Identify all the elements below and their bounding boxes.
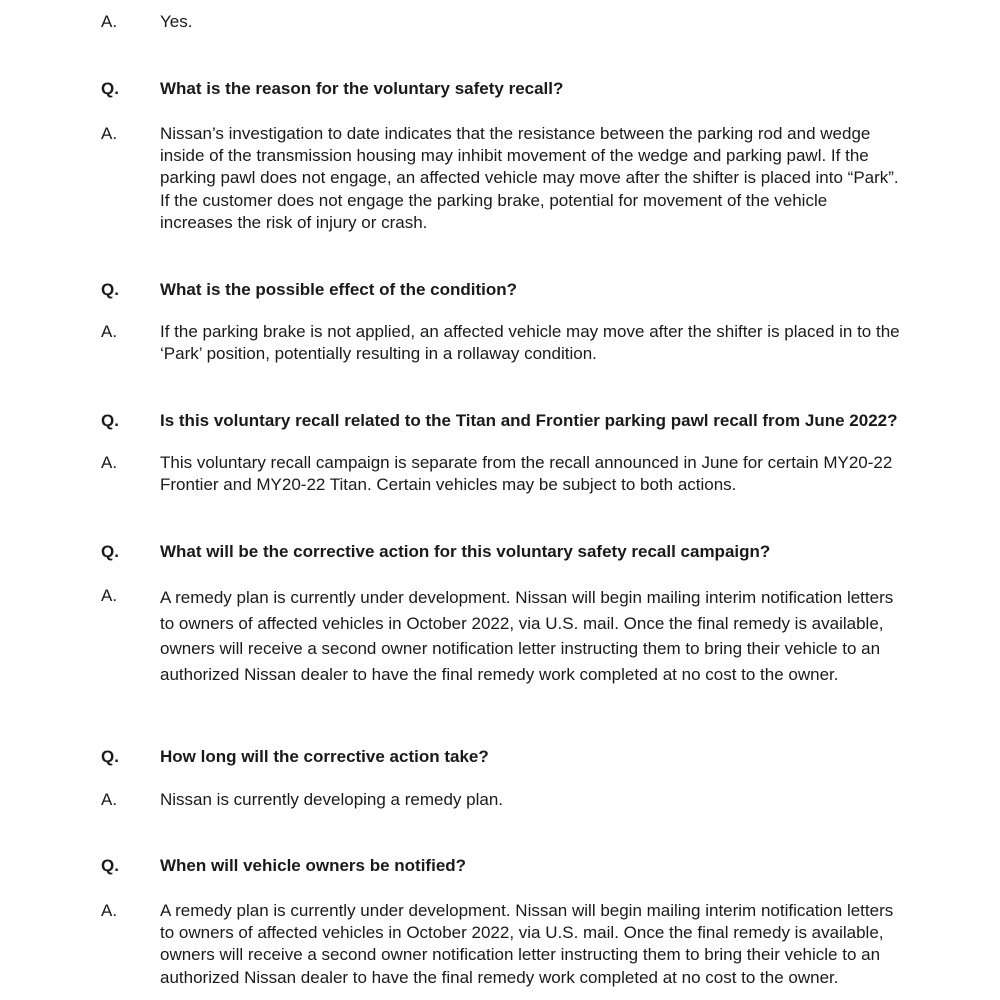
question-marker: Q. <box>101 79 119 98</box>
answer-line: inside of the transmission housing may inhibit movement of the wedge and parking pawl. If the <box>160 146 869 166</box>
answer-line: Frontier and MY20-22 Titan. Certain vehicles may be subject to both actions. <box>160 475 737 495</box>
answer-line: If the parking brake is not applied, an affected vehicle may move after the shifter is placed in to the <box>160 322 900 341</box>
question-text <box>160 279 950 301</box>
question-line: How long will the corrective action take? <box>160 747 489 766</box>
question-marker: Q. <box>101 747 119 766</box>
answer-marker: A. <box>101 12 118 31</box>
question-marker: Q. <box>101 542 119 561</box>
answer-text <box>160 789 950 811</box>
answer-line: Yes. <box>160 12 193 31</box>
answer-text <box>160 123 950 234</box>
answer-text <box>160 452 950 496</box>
question-text <box>160 541 950 563</box>
answer-line: to owners of affected vehicles in October 2022, via U.S. mail. Once the final remedy is available, <box>160 613 884 633</box>
answer-text <box>160 11 950 33</box>
answer-line: ‘Park’ position, potentially resulting in a rollaway condition. <box>160 344 597 364</box>
answer-line: owners will receive a second owner notification letter instructing them to bring their vehicle to an <box>160 945 881 965</box>
answer-marker: A. <box>101 453 118 472</box>
answer-marker: A. <box>101 901 118 920</box>
answer-marker: A. <box>101 124 118 143</box>
answer-text <box>160 900 950 989</box>
question-text <box>160 746 950 768</box>
question-marker: Q. <box>101 411 119 430</box>
answer-line: This voluntary recall campaign is separate from the recall announced in June for certain MY20-22 <box>160 453 893 472</box>
answer-line: authorized Nissan dealer to have the final remedy work completed at no cost to the owner. <box>160 664 839 684</box>
answer-marker: A. <box>101 586 118 605</box>
question-line: What is the reason for the voluntary safety recall? <box>160 79 564 98</box>
answer-line: Nissan’s investigation to date indicates that the resistance between the parking rod and wedge <box>160 124 871 143</box>
question-text <box>160 855 950 877</box>
answer-line: A remedy plan is currently under development. Nissan will begin mailing interim notification letters <box>160 901 894 920</box>
answer-line: Nissan is currently developing a remedy plan. <box>160 790 504 809</box>
question-marker: Q. <box>101 856 119 875</box>
answer-line: owners will receive a second owner notification letter instructing them to bring their vehicle to an <box>160 639 881 658</box>
question-marker: Q. <box>101 280 119 299</box>
answer-text <box>160 585 950 687</box>
question-line: When will vehicle owners be notified? <box>160 856 467 875</box>
answer-marker: A. <box>101 322 118 341</box>
question-line: What will be the corrective action for this voluntary safety recall campaign? <box>160 542 771 561</box>
answer-line: authorized Nissan dealer to have the final remedy work completed at no cost to the owner. <box>160 967 839 987</box>
answer-line: If the customer does not engage the parking brake, potential for movement of the vehicle <box>160 190 828 210</box>
answer-text <box>160 321 950 365</box>
question-text <box>160 78 950 100</box>
answer-line: parking pawl does not engage, an affected vehicle may move after the shifter is placed into “Park”. <box>160 168 899 188</box>
answer-marker: A. <box>101 790 118 809</box>
question-text <box>160 410 950 432</box>
question-line: What is the possible effect of the condition? <box>160 280 518 299</box>
question-line: Is this voluntary recall related to the Titan and Frontier parking pawl recall from June 2022? <box>160 411 898 430</box>
answer-line: A remedy plan is currently under development. Nissan will begin mailing interim notification letters <box>160 588 894 607</box>
answer-line: increases the risk of injury or crash. <box>160 212 428 232</box>
answer-line: to owners of affected vehicles in October 2022, via U.S. mail. Once the final remedy is available, <box>160 923 884 943</box>
